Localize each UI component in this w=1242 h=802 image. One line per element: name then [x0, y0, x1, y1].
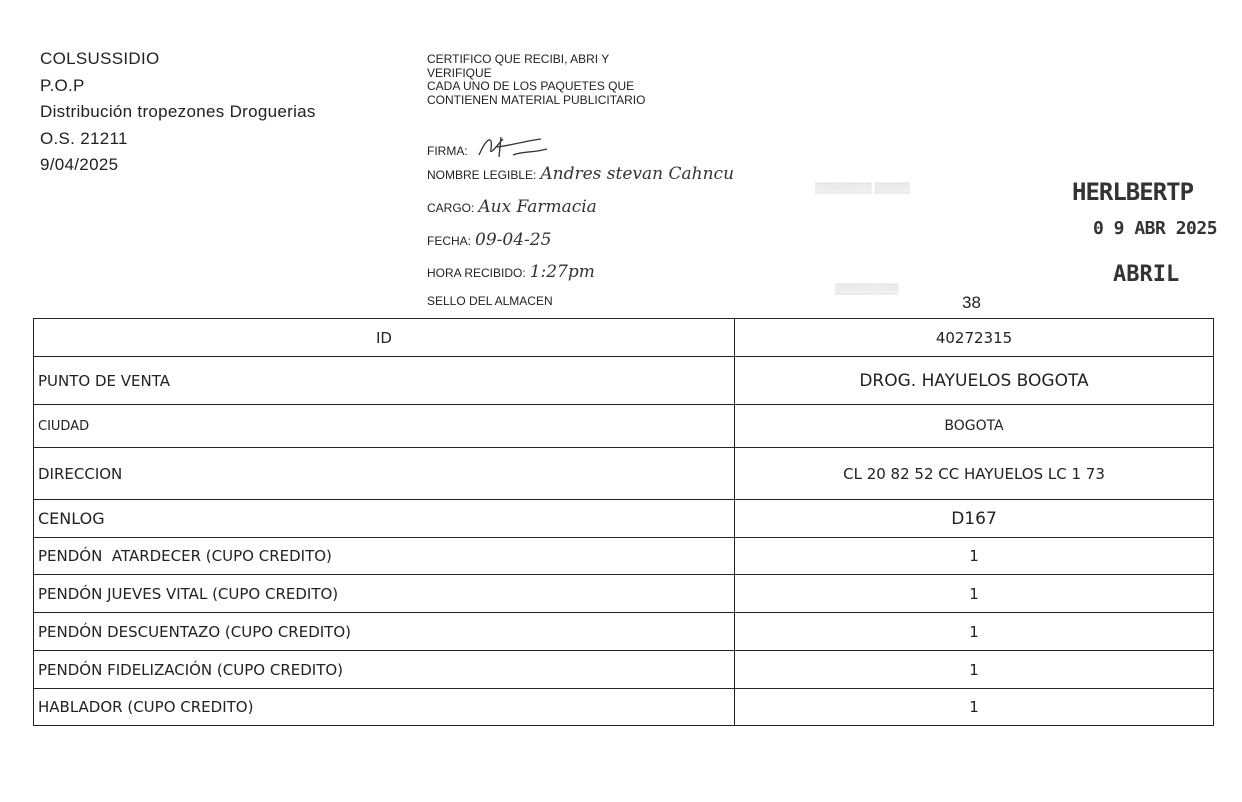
table-row: [34, 651, 1214, 689]
table-row: [34, 405, 1214, 448]
row-label: CIUDAD: [34, 405, 735, 448]
distribution-description: Distribución tropezones Droguerias: [40, 102, 316, 121]
nombre-label: NOMBRE LEGIBLE:: [427, 168, 537, 182]
cert-line: VERIFIQUE: [427, 65, 492, 80]
document-date: 9/04/2025: [40, 155, 119, 174]
table-row: [34, 500, 1214, 538]
table-row: [34, 448, 1214, 500]
store-stamp-month: ABRIL: [1113, 262, 1180, 287]
row-label: PENDÓN JUEVES VITAL (CUPO CREDITO): [34, 575, 735, 613]
nombre-handwritten: Andres stevan Cahncu: [540, 164, 735, 184]
table-row: [34, 689, 1214, 726]
row-value: 1: [735, 689, 1214, 726]
fecha-field: [427, 230, 551, 250]
row-value: 1: [735, 538, 1214, 575]
row-value: 1: [735, 651, 1214, 689]
delivery-table: [33, 318, 1214, 726]
cert-line: CONTIENEN MATERIAL PUBLICITARIO: [427, 92, 646, 107]
row-label: PENDÓN DESCUENTAZO (CUPO CREDITO): [34, 613, 735, 651]
sello-label: SELLO DEL ALMACEN: [427, 294, 553, 308]
signature-scribble: [473, 133, 558, 161]
row-value: CL 20 82 52 CC HAYUELOS LC 1 73: [735, 448, 1214, 500]
row-label: CENLOG: [34, 500, 735, 538]
row-value: DROG. HAYUELOS BOGOTA: [735, 357, 1214, 405]
hora-label: HORA RECIBIDO:: [427, 266, 526, 280]
hora-handwritten: 1:27pm: [529, 262, 595, 282]
fecha-handwritten: 09-04-25: [475, 230, 552, 250]
cert-line: CERTIFICO QUE RECIBI, ABRI Y: [427, 52, 610, 66]
row-value: 1: [735, 613, 1214, 651]
cargo-field: [427, 197, 597, 217]
faint-stamp-mark: ▒▒▒▒▒▒▒▒▒: [835, 284, 899, 295]
certification-text: [427, 53, 645, 107]
table-row: [34, 319, 1214, 357]
nombre-field: [427, 164, 734, 184]
row-value: D167: [735, 500, 1214, 538]
faint-stamp-mark: ▒▒▒▒▒▒▒▒ ▒▒▒▒▒: [815, 183, 910, 194]
sello-field: [427, 294, 553, 308]
row-label: PENDÓN FIDELIZACIÓN (CUPO CREDITO): [34, 651, 735, 689]
row-label: PENDÓN ATARDECER (CUPO CREDITO): [34, 538, 735, 575]
hora-field: [427, 262, 595, 282]
store-stamp-name: HERLBERTP: [1072, 178, 1194, 206]
row-value: BOGOTA: [735, 405, 1214, 448]
category: P.O.P: [40, 75, 85, 95]
row-label: DIRECCION: [34, 448, 735, 500]
table-row: [34, 575, 1214, 613]
row-label: HABLADOR (CUPO CREDITO): [34, 689, 735, 726]
sheet-number: 38: [962, 293, 981, 312]
firma-label: FIRMA:: [427, 144, 468, 158]
row-value: 1: [735, 575, 1214, 613]
fecha-label: FECHA:: [427, 234, 472, 248]
table-row: [34, 613, 1214, 651]
firma-field: [427, 133, 558, 161]
company-name: COLSUSSIDIO: [40, 49, 160, 68]
row-label: PUNTO DE VENTA: [34, 357, 735, 405]
row-label: ID: [34, 319, 735, 357]
row-value: 40272315: [735, 319, 1214, 357]
cargo-label: CARGO:: [427, 201, 475, 215]
document-header: [40, 46, 316, 179]
table-row: [34, 357, 1214, 405]
cargo-handwritten: Aux Farmacia: [478, 197, 597, 217]
cert-line: CADA UNO DE LOS PAQUETES QUE: [427, 79, 635, 93]
store-stamp-date: 0 9 ABR 2025: [1093, 218, 1218, 239]
order-number: O.S. 21211: [40, 128, 128, 148]
table-row: [34, 538, 1214, 575]
